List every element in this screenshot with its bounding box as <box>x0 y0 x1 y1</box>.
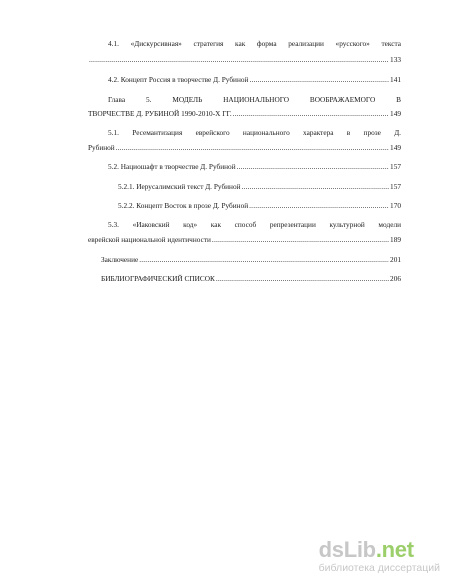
dslib-watermark <box>319 539 440 574</box>
toc-page-number: 149 <box>390 143 401 152</box>
toc-chapter-5-title: Глава 5. МОДЕЛЬ НАЦИОНАЛЬНОГО ВООБРАЖАЕМОГО В <box>108 95 401 104</box>
toc-page-number: 133 <box>390 55 401 64</box>
toc-page-number: 201 <box>390 255 401 264</box>
toc-entry-conclusion[interactable] <box>101 255 401 264</box>
dot-leader <box>216 274 389 283</box>
toc-entry-title: 5.2.2. Концепт Восток в прозе Д. Рубиной <box>118 201 249 210</box>
watermark-subtitle: библиотека диссертаций <box>318 562 440 574</box>
toc-entry-title: Заключение <box>101 255 139 264</box>
toc-entry-title: Рубиной <box>88 143 115 152</box>
toc-chapter-5[interactable] <box>88 109 401 118</box>
dot-leader <box>249 201 389 210</box>
toc-entry-5-2-2[interactable] <box>118 201 401 210</box>
toc-entry-title: 5.2. Нациошафт в творчестве Д. Рубиной <box>108 162 236 171</box>
dot-leader <box>242 182 390 191</box>
toc-page-number: 141 <box>390 75 401 84</box>
toc-entry-title: БИБЛИОГРАФИЧЕСКИЙ СПИСОК <box>101 274 215 283</box>
logo-tld-text: .net <box>375 537 414 562</box>
toc-entry-4-1-leader[interactable] <box>88 55 401 64</box>
toc-entry-5-1-title: 5.1. Ресемантизация еврейского национального характера в прозе Д. <box>108 128 401 137</box>
toc-page-number: 206 <box>390 274 401 283</box>
toc-entry-5-3[interactable] <box>88 235 401 244</box>
toc-entry-4-2[interactable] <box>108 75 401 84</box>
toc-entry-title: еврейской национальной идентичности <box>88 235 211 244</box>
dot-leader <box>249 75 389 84</box>
dot-leader <box>237 162 389 171</box>
dot-leader <box>233 109 389 118</box>
toc-entry-5-3-title: 5.3. «Иаковский код» как способ репрезентации культурной модели <box>108 220 401 229</box>
logo-main-text: dsLib <box>318 537 376 562</box>
dslib-logo <box>319 539 440 561</box>
toc-entry-title: 5.2.1. Иерусалимский текст Д. Рубиной <box>118 182 241 191</box>
toc-page-number: 157 <box>390 162 401 171</box>
toc-entry-5-2[interactable] <box>108 162 401 171</box>
toc-entry-title: ТВОРЧЕСТВЕ Д. РУБИНОЙ 1990-2010-Х ГГ. <box>88 109 232 118</box>
toc-entry-bibliography[interactable] <box>101 274 401 283</box>
dot-leader <box>212 235 389 244</box>
toc-page-number: 170 <box>390 201 401 210</box>
toc-page-number: 189 <box>390 235 401 244</box>
toc-entry-title: 4.2. Концепт Россия в творчестве Д. Рубиной <box>108 75 249 84</box>
toc-entry-4-1-title: 4.1. «Дискурсивная» стратегия как форма реализации «русского» текста <box>108 39 401 48</box>
dot-leader <box>139 255 389 264</box>
dot-leader <box>116 143 389 152</box>
dot-leader <box>89 55 389 64</box>
toc-entry-5-1[interactable] <box>88 143 401 152</box>
toc-page-number: 157 <box>390 182 401 191</box>
toc-entry-5-2-1[interactable] <box>118 182 401 191</box>
toc-page-number: 149 <box>390 109 401 118</box>
